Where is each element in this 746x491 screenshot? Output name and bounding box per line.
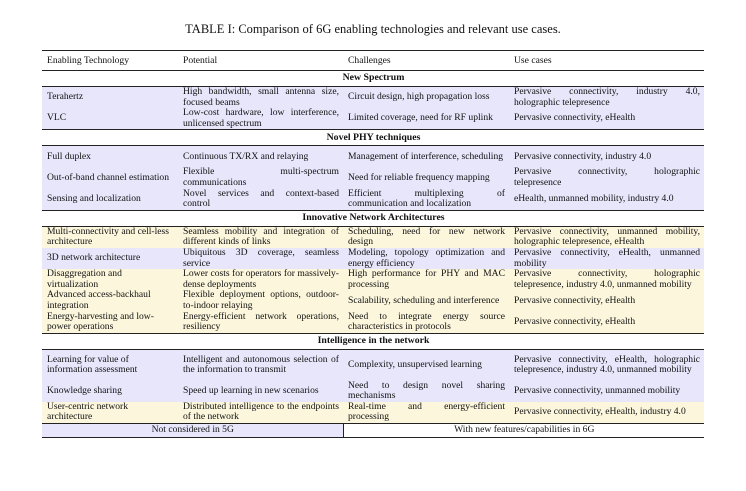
cell-technology: User-centric network architecture xyxy=(42,402,178,424)
table-legend xyxy=(42,424,704,438)
cell-potential: Flexible deployment options, outdoor-to-indoor relaying xyxy=(178,290,343,311)
section-title: New Spectrum xyxy=(42,71,704,87)
cell-challenges: Need for reliable frequency mapping xyxy=(343,167,509,188)
cell-technology: Out-of-band channel estimation xyxy=(42,167,178,188)
cell-technology: Multi-connectivity and cell-less architecture xyxy=(42,226,178,248)
cell-technology: 3D network architecture xyxy=(42,248,178,269)
table-caption: TABLE I: Comparison of 6G enabling technologies and relevant use cases. xyxy=(185,22,561,36)
cell-use-cases: Pervasive connectivity, unmanned mobility, holographic telepresence, eHealth xyxy=(509,226,704,248)
cell-challenges: Limited coverage, need for RF uplink xyxy=(343,108,509,130)
cell-use-cases: Pervasive connectivity, eHealth, industry 4.0 xyxy=(509,402,704,424)
cell-technology: Knowledge sharing xyxy=(42,381,178,402)
table-row xyxy=(42,402,704,424)
cell-technology: Disaggregation and virtualization xyxy=(42,269,178,290)
legend-new-in-6g: With new features/capabilities in 6G xyxy=(343,424,704,438)
section-title: Novel PHY techniques xyxy=(42,130,704,146)
cell-potential: Low-cost hardware, low interference, unlicensed spectrum xyxy=(178,108,343,130)
header-challenges: Challenges xyxy=(343,51,509,71)
header-enabling-technology: Enabling Technology xyxy=(42,51,178,71)
table-row xyxy=(42,381,704,402)
table-row xyxy=(42,312,704,334)
section-title: Innovative Network Architectures xyxy=(42,210,704,226)
cell-use-cases: Pervasive connectivity, unmanned mobility xyxy=(509,381,704,402)
table-header xyxy=(42,51,704,71)
table-body xyxy=(42,71,704,424)
cell-potential: Novel services and context-based control xyxy=(178,189,343,211)
cell-challenges: Need to integrate energy source characteristics in protocols xyxy=(343,312,509,334)
section-row xyxy=(42,210,704,226)
table-row xyxy=(42,87,704,109)
cell-use-cases: Pervasive connectivity, eHealth xyxy=(509,290,704,311)
cell-use-cases: Pervasive connectivity, industry 4.0 xyxy=(509,146,704,168)
cell-challenges: Modeling, topology optimization and energy efficiency xyxy=(343,248,509,269)
section-row xyxy=(42,130,704,146)
section-row xyxy=(42,333,704,349)
table-row xyxy=(42,226,704,248)
cell-use-cases: Pervasive connectivity, eHealth xyxy=(509,312,704,334)
table-row xyxy=(42,269,704,290)
cell-challenges: Real-time and energy-efficient processing xyxy=(343,402,509,424)
cell-challenges: Circuit design, high propagation loss xyxy=(343,87,509,109)
cell-use-cases: Pervasive connectivity, eHealth, holographic telepresence, industry 4.0, unmanned mobility xyxy=(509,349,704,381)
cell-potential: Ubiquitous 3D coverage, seamless service xyxy=(178,248,343,269)
cell-potential: Distributed intelligence to the endpoints of the network xyxy=(178,402,343,424)
table-row xyxy=(42,349,704,381)
cell-technology: Full duplex xyxy=(42,146,178,168)
cell-potential: Energy-efficient network operations, resiliency xyxy=(178,312,343,334)
table-row xyxy=(42,108,704,130)
cell-technology: VLC xyxy=(42,108,178,130)
cell-challenges: Management of interference, scheduling xyxy=(343,146,509,168)
cell-technology: Learning for value of information assessment xyxy=(42,349,178,381)
table-row xyxy=(42,189,704,211)
cell-use-cases: eHealth, unmanned mobility, industry 4.0 xyxy=(509,189,704,211)
table-row xyxy=(42,248,704,269)
comparison-table xyxy=(42,50,704,438)
table-row xyxy=(42,167,704,188)
cell-challenges: Need to design novel sharing mechanisms xyxy=(343,381,509,402)
section-title: Intelligence in the network xyxy=(42,333,704,349)
cell-use-cases: Pervasive connectivity, holographic telepresence, industry 4.0, unmanned mobility xyxy=(509,269,704,290)
table-row xyxy=(42,290,704,311)
cell-potential: High bandwidth, small antenna size, focused beams xyxy=(178,87,343,109)
cell-potential: Lower costs for operators for massively-dense deployments xyxy=(178,269,343,290)
cell-challenges: Scalability, scheduling and interference xyxy=(343,290,509,311)
cell-use-cases: Pervasive connectivity, industry 4.0, holographic telepresence xyxy=(509,87,704,109)
cell-use-cases: Pervasive connectivity, eHealth, unmanned mobility xyxy=(509,248,704,269)
cell-potential: Continuous TX/RX and relaying xyxy=(178,146,343,168)
cell-technology: Advanced access-backhaul integration xyxy=(42,290,178,311)
section-row xyxy=(42,71,704,87)
cell-potential: Speed up learning in new scenarios xyxy=(178,381,343,402)
cell-challenges: Complexity, unsupervised learning xyxy=(343,349,509,381)
cell-use-cases: Pervasive connectivity, eHealth xyxy=(509,108,704,130)
cell-challenges: Efficient multiplexing of communication and localization xyxy=(343,189,509,211)
cell-technology: Sensing and localization xyxy=(42,189,178,211)
cell-potential: Seamless mobility and integration of different kinds of links xyxy=(178,226,343,248)
cell-challenges: High performance for PHY and MAC processing xyxy=(343,269,509,290)
cell-technology: Terahertz xyxy=(42,87,178,109)
cell-potential: Intelligent and autonomous selection of the information to transmit xyxy=(178,349,343,381)
cell-challenges: Scheduling, need for new network design xyxy=(343,226,509,248)
table-row xyxy=(42,146,704,168)
cell-use-cases: Pervasive connectivity, holographic telepresence xyxy=(509,167,704,188)
header-use-cases: Use cases xyxy=(509,51,704,71)
cell-technology: Energy-harvesting and low-power operations xyxy=(42,312,178,334)
legend-not-in-5g: Not considered in 5G xyxy=(42,424,343,438)
cell-potential: Flexible multi-spectrum communications xyxy=(178,167,343,188)
header-potential: Potential xyxy=(178,51,343,71)
